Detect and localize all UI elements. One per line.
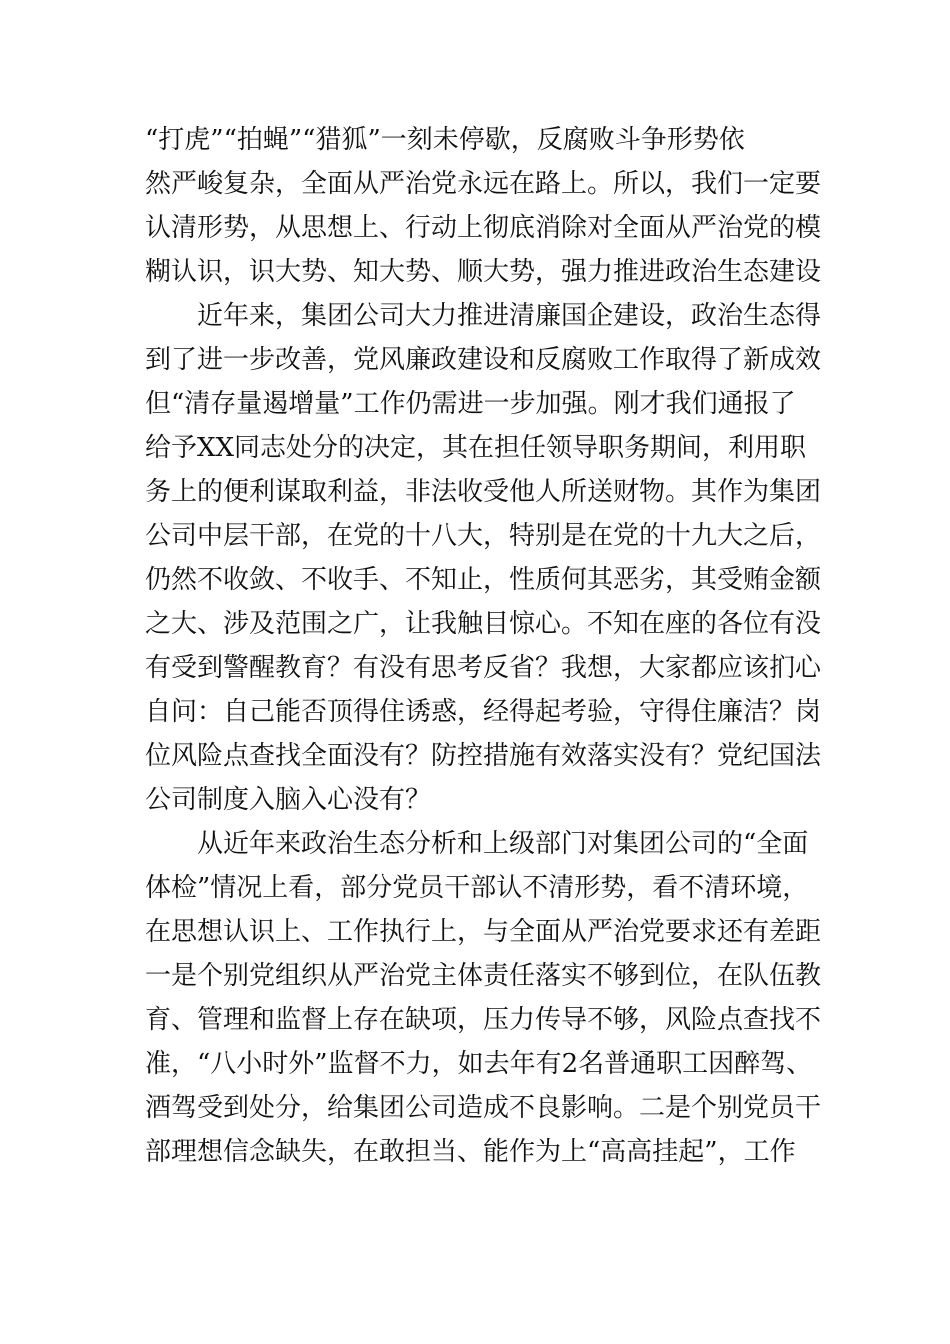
- text-line: 自问：自己能否顶得住诱惑，经得起考验，守得住廉洁？岗: [145, 697, 822, 727]
- text-line: 在思想认识上、工作执行上，与全面从严治党要求还有差距: [145, 917, 822, 947]
- text-line: 体检”情况上看，部分党员干部认不清形势，看不清环境，: [145, 873, 809, 903]
- text-line: 给予XX同志处分的决定，其在担任领导职务期间，利用职: [145, 433, 807, 463]
- text-line: 酒驾受到处分，给集团公司造成不良影响。二是个别党员干: [145, 1093, 822, 1123]
- text-line: 位风险点查找全面没有？防控措施有效落实没有？党纪国法: [145, 741, 822, 771]
- paragraph-first-line: 近年来，集团公司大力推进清廉国企建设，政治生态得: [197, 301, 822, 331]
- text-line: 之大、涉及范围之广，让我触目惊心。不知在座的各位有没: [145, 609, 822, 639]
- text-line: 公司中层干部，在党的十八大，特别是在党的十九大之后，: [145, 521, 822, 551]
- text-line: 认清形势，从思想上、行动上彻底消除对全面从严治党的模: [145, 213, 822, 243]
- text-line: 糊认识，识大势、知大势、顺大势，强力推进政治生态建设: [145, 257, 822, 287]
- text-line: 有受到警醒教育？有没有思考反省？我想，大家都应该扪心: [145, 653, 822, 683]
- paragraph-first-line: 从近年来政治生态分析和上级部门对集团公司的“全面: [197, 829, 809, 859]
- text-line: 但“清存量遏增量”工作仍需进一步加强。刚才我们通报了: [145, 389, 796, 419]
- text-line: 务上的便利谋取利益，非法收受他人所送财物。其作为集团: [145, 477, 822, 507]
- text-line: 仍然不收敛、不收手、不知止，性质何其恶劣，其受贿金额: [145, 565, 822, 595]
- text-line: 育、管理和监督上存在缺项，压力传导不够，风险点查找不: [145, 1005, 822, 1035]
- text-line: 到了进一步改善，党风廉政建设和反腐败工作取得了新成效: [145, 345, 822, 375]
- text-line: “打虎”“拍蝇”“猎狐”一刻未停歇，反腐败斗争形势依: [145, 125, 745, 155]
- text-line: 然严峻复杂，全面从严治党永远在路上。所以，我们一定要: [145, 169, 822, 199]
- text-line: 公司制度入脑入心没有？: [145, 785, 432, 815]
- body-text: [145, 118, 825, 1174]
- text-line: 一是个别党组织从严治党主体责任落实不够到位，在队伍教: [145, 961, 822, 991]
- text-line: 准，“八小时外”监督不力，如去年有2名普通职工因醉驾、: [145, 1049, 813, 1079]
- text-line: 部理想信念缺失，在敢担当、能作为上“高高挂起”，工作: [145, 1137, 796, 1167]
